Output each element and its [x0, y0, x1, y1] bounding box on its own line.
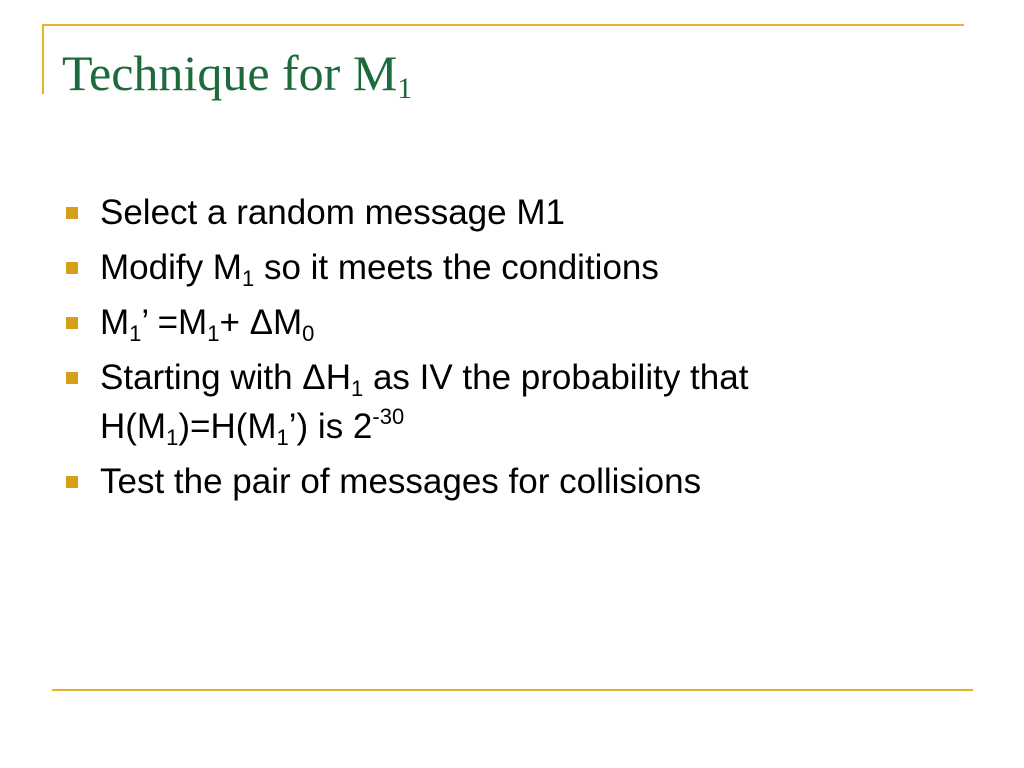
equation-subscript-c: 0: [302, 321, 315, 346]
bullet-item-test-collisions: [62, 454, 962, 509]
probability-line1-pre: Starting with ΔH: [100, 358, 351, 397]
bullet-item-select-message: [62, 185, 962, 240]
bullet-item-message-equation: [62, 295, 962, 350]
bullet-text: Select a random message M1: [100, 193, 565, 232]
square-bullet-icon: [66, 262, 78, 274]
probability-line2-b: )=H(M: [178, 407, 277, 446]
bullet-text-pre: Modify M: [100, 248, 242, 287]
bullet-list: [62, 185, 962, 509]
bullet-subscript: 1: [241, 266, 255, 291]
square-bullet-icon: [66, 207, 78, 219]
slide-title: [62, 40, 412, 106]
probability-line2-a: H(M: [100, 407, 167, 446]
equation-part-a: M: [100, 303, 130, 342]
square-bullet-icon: [66, 372, 78, 384]
bullet-item-probability: [62, 350, 962, 454]
probability-line1-post: as IV the probability that: [363, 358, 749, 397]
probability-line1-subscript: 1: [350, 376, 364, 401]
probability-line2-subscript-a: 1: [166, 425, 179, 450]
probability-exponent: -30: [372, 404, 405, 429]
top-divider: [42, 24, 964, 26]
bullet-item-modify-message: [62, 240, 962, 295]
equation-part-b: ’ =M: [141, 303, 208, 342]
bottom-divider: [52, 689, 973, 691]
equation-subscript-a: 1: [129, 321, 142, 346]
probability-line2-subscript-b: 1: [276, 425, 289, 450]
square-bullet-icon: [66, 317, 78, 329]
square-bullet-icon: [66, 476, 78, 488]
equation-part-c: + ΔM: [219, 303, 303, 342]
probability-line2-c: ’) is 2: [288, 407, 373, 446]
left-divider: [42, 24, 44, 94]
title-subscript: 1: [397, 72, 413, 105]
equation-subscript-b: 1: [207, 321, 220, 346]
title-main: Technique for M: [62, 45, 398, 101]
bullet-text-post: so it meets the conditions: [254, 248, 659, 287]
bullet-text: Test the pair of messages for collisions: [100, 462, 702, 501]
